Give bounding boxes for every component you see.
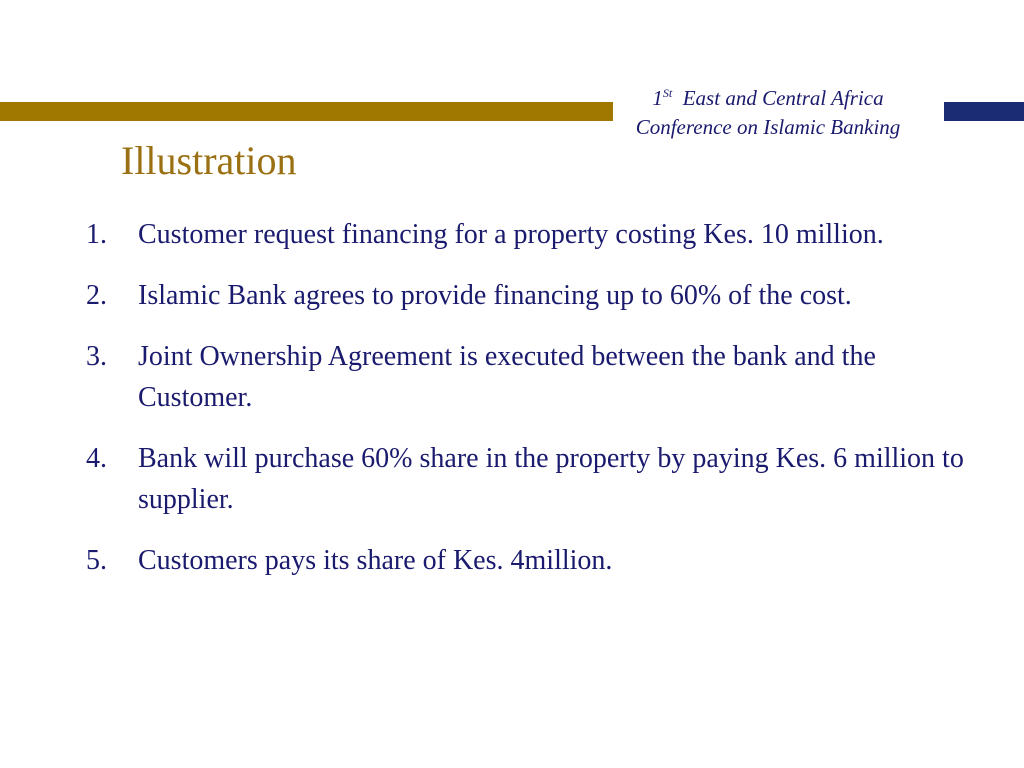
conference-line-1 — [588, 84, 948, 113]
conference-name — [588, 84, 948, 142]
step-text: Joint Ownership Agreement is executed between the bank and the Customer. — [138, 341, 876, 413]
step-item — [86, 540, 986, 581]
slide-title: Illustration — [121, 138, 297, 183]
step-item — [86, 214, 986, 255]
step-number: 5. — [86, 545, 107, 576]
step-number: 1. — [86, 219, 107, 250]
illustration-steps — [86, 214, 986, 601]
step-number: 2. — [86, 280, 107, 311]
step-text: Bank will purchase 60% share in the property by paying Kes. 6 million to supplier. — [138, 443, 964, 515]
step-text: Islamic Bank agrees to provide financing up to 60% of the cost. — [138, 280, 852, 311]
step-item — [86, 275, 986, 316]
step-number: 4. — [86, 443, 107, 474]
ordinal-suffix: St — [662, 86, 673, 100]
step-text: Customers pays its share of Kes. 4million. — [138, 545, 613, 576]
navy-header-bar — [944, 102, 1024, 121]
ordinal-number: 1 — [652, 86, 663, 110]
conference-line-2: Conference on Islamic Banking — [635, 115, 901, 139]
step-text: Customer request financing for a property costing Kes. 10 million. — [138, 219, 884, 250]
step-number: 3. — [86, 341, 107, 372]
conference-line-1-text: East and Central Africa — [682, 86, 884, 110]
gold-header-bar — [0, 102, 613, 121]
step-item — [86, 438, 986, 520]
step-item — [86, 336, 986, 418]
